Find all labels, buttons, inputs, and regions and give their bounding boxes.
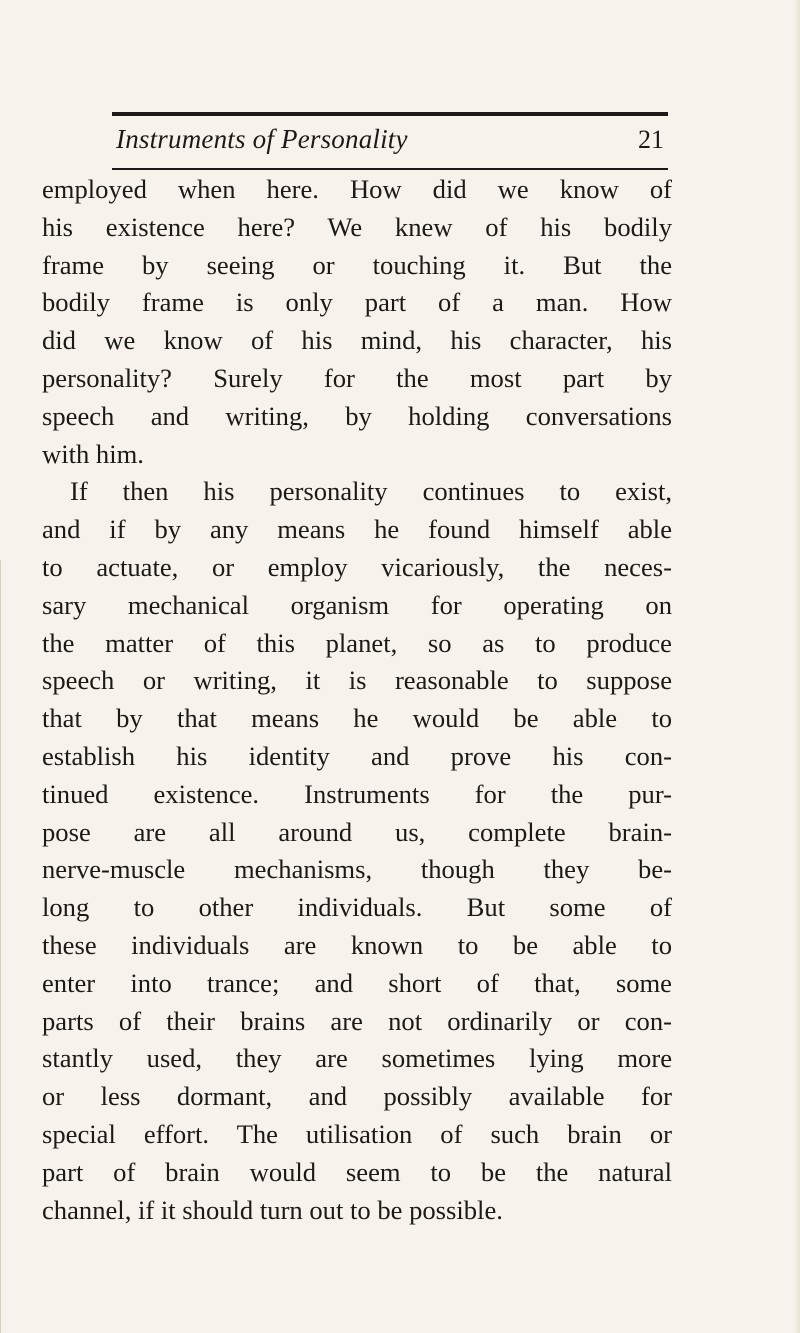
text-line: speech and writing, by holding conversations: [42, 400, 672, 431]
text-line: channel, if it should turn out to be possible.: [42, 1194, 503, 1225]
text-line: and if by any means he found himself able: [42, 514, 672, 545]
page-edge: [794, 0, 800, 1333]
text-line: to actuate, or employ vicariously, the neces-: [42, 551, 672, 582]
text-line: speech or writing, it is reasonable to suppose: [42, 665, 672, 696]
text-line: tinued existence. Instruments for the pur-: [42, 778, 672, 809]
text-line: his existence here? We knew of his bodily: [42, 211, 672, 242]
page-number: 21: [638, 125, 664, 154]
text-line: personality? Surely for the most part by: [42, 362, 672, 393]
text-line: or less dormant, and possibly available for: [42, 1081, 672, 1112]
text-line: establish his identity and prove his con-: [42, 740, 672, 771]
text-line: bodily frame is only part of a man. How: [42, 287, 672, 318]
body-text: [42, 171, 672, 1229]
text-line: frame by seeing or touching it. But the: [42, 249, 672, 280]
text-line: nerve-muscle mechanisms, though they be-: [42, 854, 672, 885]
header-rule-bottom: [112, 168, 668, 170]
text-line: part of brain would seem to be the natural: [42, 1156, 672, 1187]
binding-edge: [0, 560, 1, 1333]
text-line: these individuals are known to be able to: [42, 929, 672, 960]
text-line: pose are all around us, complete brain-: [42, 816, 672, 847]
text-line: that by that means he would be able to: [42, 703, 672, 734]
running-header: [112, 112, 668, 170]
text-line: parts of their brains are not ordinarily or con-: [42, 1005, 672, 1036]
text-line: the matter of this planet, so as to produce: [42, 627, 672, 658]
header-row: [112, 124, 668, 162]
text-line: special effort. The utilisation of such brain or: [42, 1118, 672, 1149]
text-line: stantly used, they are sometimes lying more: [42, 1043, 672, 1074]
text-line: If then his personality continues to exist,: [70, 476, 672, 507]
running-title: Instruments of Personality: [116, 124, 408, 154]
text-line: employed when here. How did we know of: [42, 174, 672, 204]
text-line: enter into trance; and short of that, some: [42, 967, 672, 998]
header-rule-top: [112, 112, 668, 116]
text-line: long to other individuals. But some of: [42, 892, 672, 923]
text-line: with him.: [42, 438, 144, 469]
text-line: did we know of his mind, his character, his: [42, 325, 672, 356]
text-line: sary mechanical organism for operating on: [42, 589, 672, 620]
